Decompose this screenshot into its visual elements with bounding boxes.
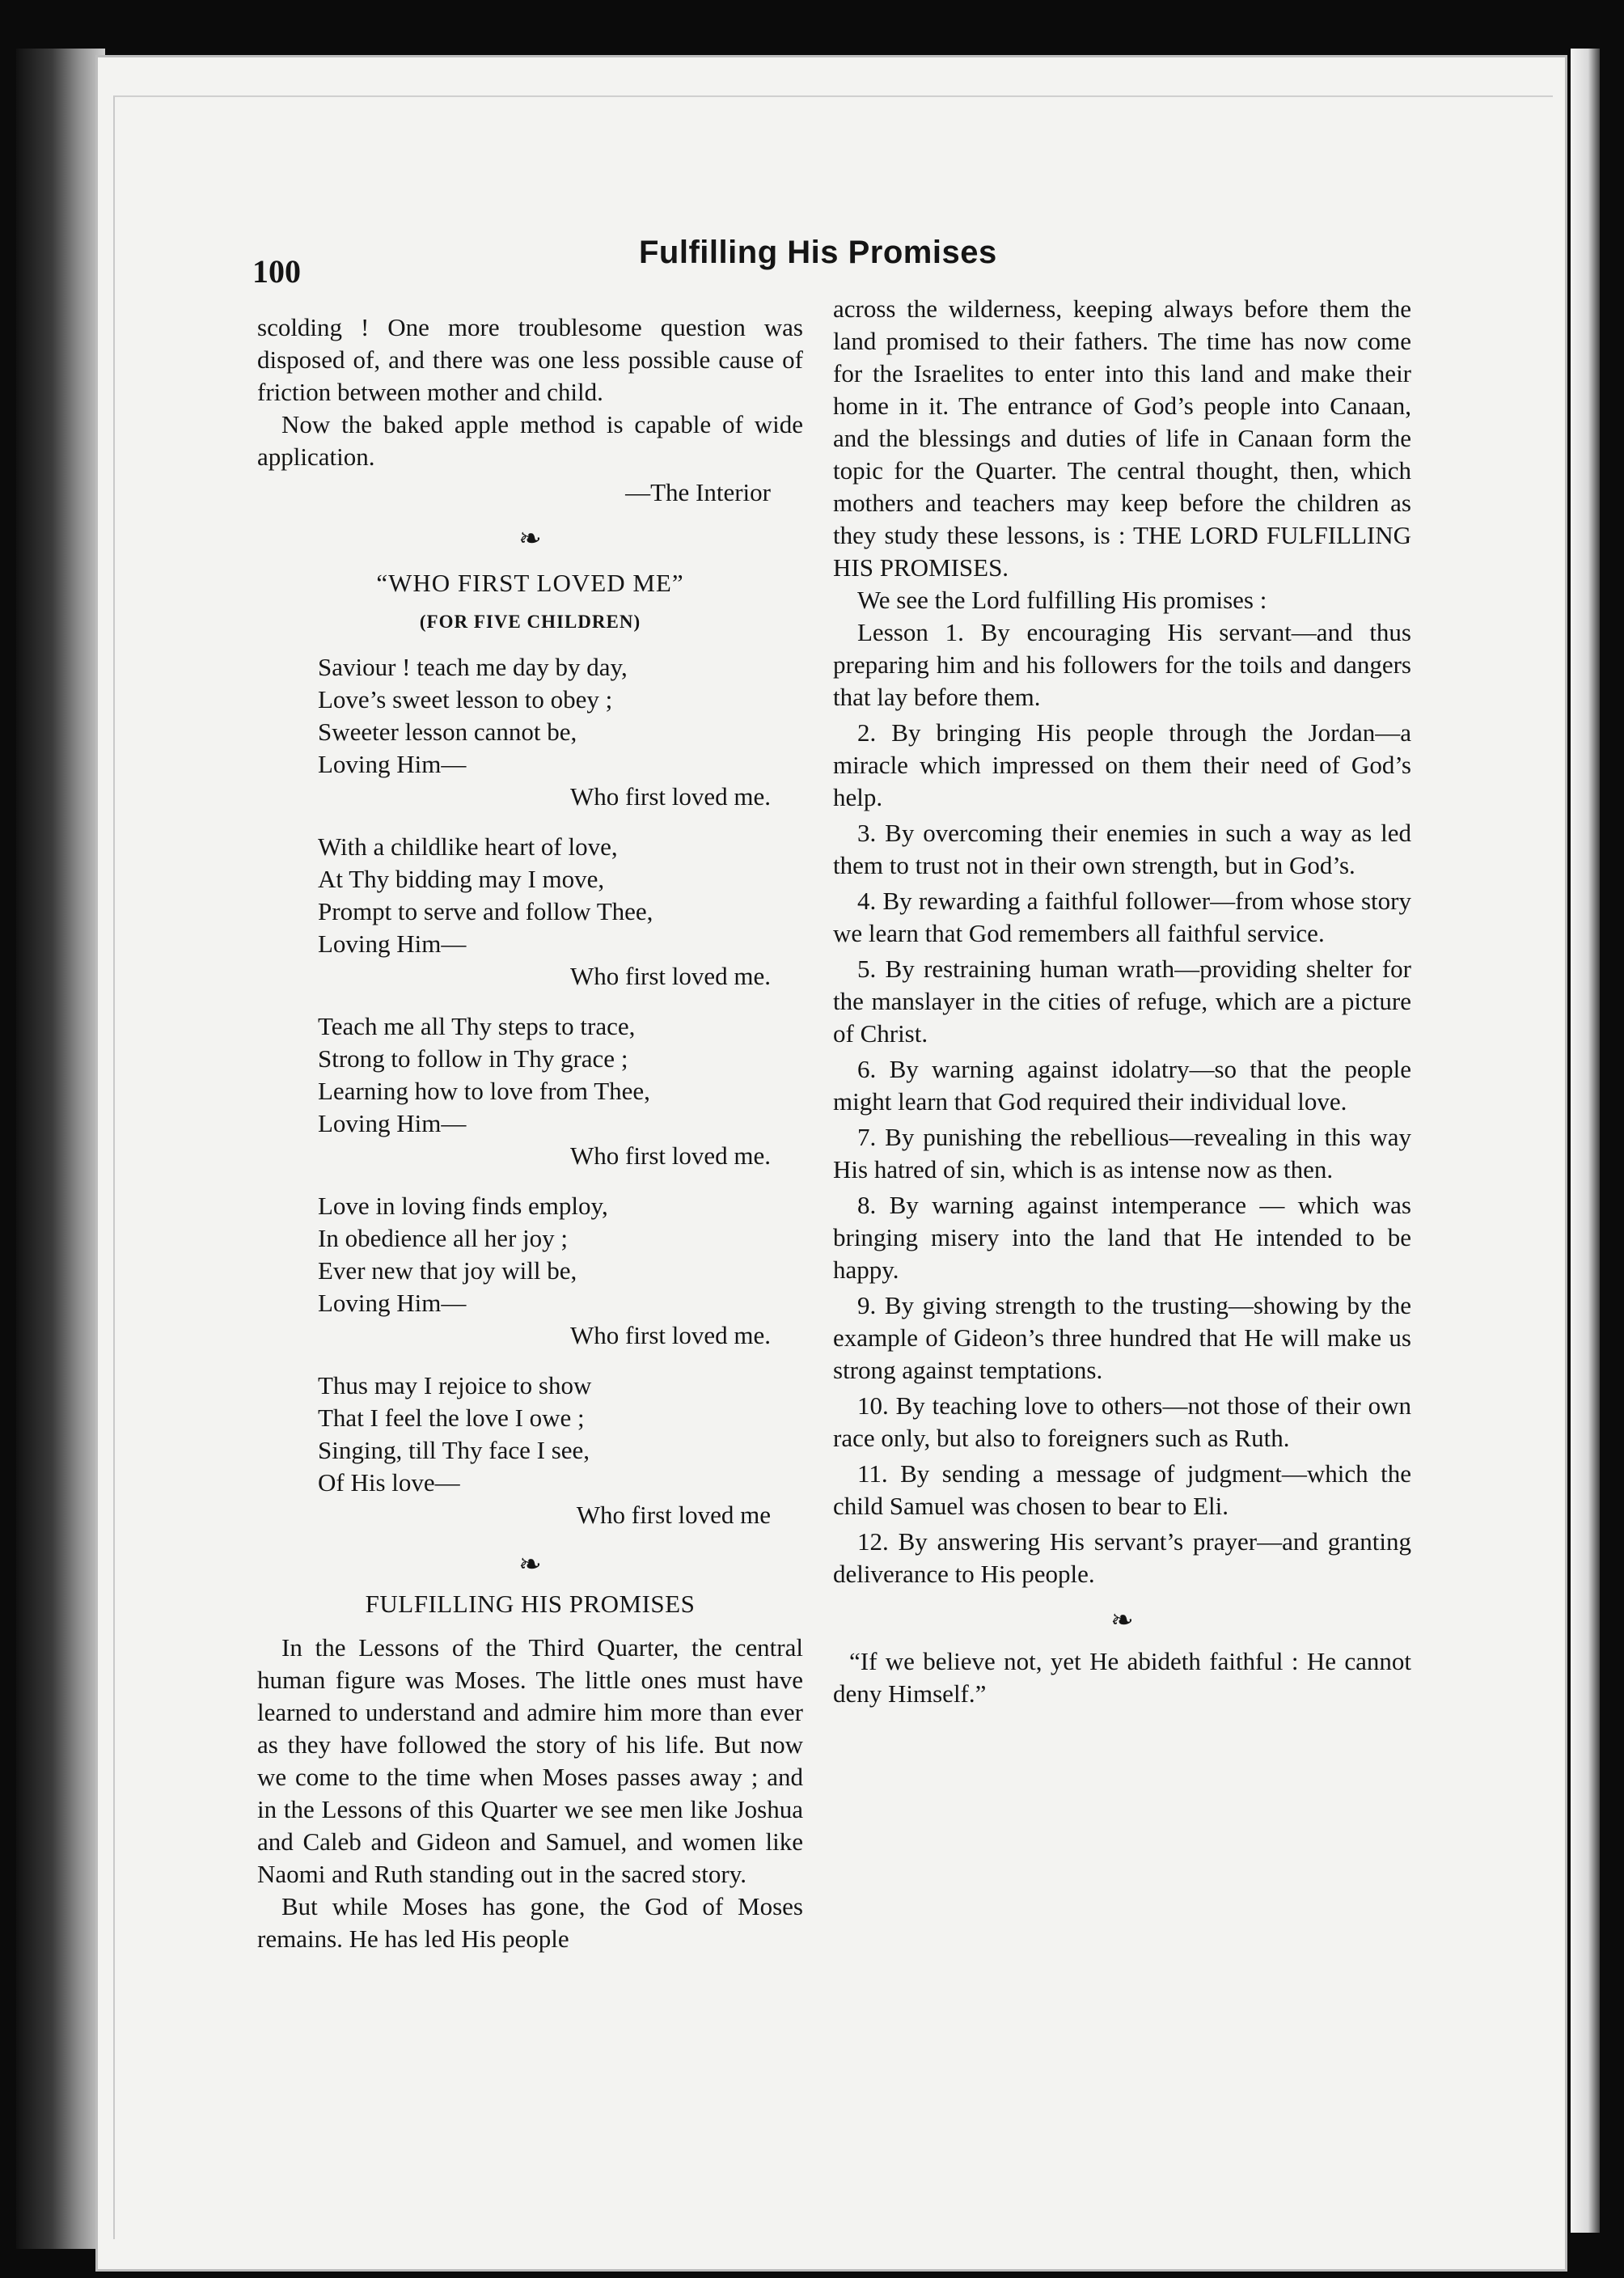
lesson-item: 9. By giving strength to the trusting—showing by the example of Gideon’s three hundred that He will make us strong against temptations. bbox=[833, 1291, 1411, 1384]
lesson-item: 6. By warning against idolatry—so that the people might learn that God required their individual love. bbox=[833, 1055, 1411, 1116]
poem-line: Prompt to serve and follow Thee, bbox=[318, 897, 653, 925]
section-paragraph: But while Moses has gone, the God of Moses remains. He has led His people bbox=[257, 1892, 803, 1953]
poem-line: Loving Him— bbox=[318, 1289, 467, 1317]
poem-refrain: Who first loved me. bbox=[570, 782, 771, 811]
lesson-item: Lesson 1. By encouraging His servant—and thus preparing him and his followers for the toils and dangers that lay before them. bbox=[833, 618, 1411, 711]
poem-stanza bbox=[257, 1190, 803, 1352]
section-paragraph: In the Lessons of the Third Quarter, the central human figure was Moses. The little ones must have learned to understand and admire him more than ever as they have followed the story of his life. But now we come to the time when Moses passes away ; and in the Lessons of this Quarter we see men like Joshua and Caleb and Gideon and Samuel, and women like Naomi and Ruth standing out in the sacred story. bbox=[257, 1633, 803, 1888]
opening-paragraph: scolding ! One more troublesome question was disposed of, and there was one less possible cause of friction between mother and child. bbox=[257, 313, 803, 406]
poem-line: Loving Him— bbox=[318, 750, 467, 778]
poem-line: Strong to follow in Thy grace ; bbox=[318, 1044, 628, 1073]
intro-line: We see the Lord fulfilling His promises : bbox=[857, 586, 1267, 614]
poem-stanza bbox=[257, 1010, 803, 1172]
ornament-icon: ❧ bbox=[1110, 1606, 1134, 1636]
right-column bbox=[833, 293, 1411, 1710]
poem-line: Ever new that joy will be, bbox=[318, 1256, 577, 1285]
poem-refrain: Who first loved me. bbox=[570, 1321, 771, 1349]
poem-line: Of His love— bbox=[318, 1468, 460, 1497]
poem-refrain: Who first loved me. bbox=[570, 1141, 771, 1170]
section-title: FULFILLING HIS PROMISES bbox=[365, 1590, 696, 1618]
running-title: Fulfilling His Promises bbox=[639, 235, 997, 270]
page-number: 100 bbox=[252, 253, 301, 290]
continuation-paragraph: across the wilderness, keeping always before them the land promised to their fathers. The time has now come for the Israelites to enter into this land and make their home in it. The entrance of God’s people into Canaan, and the blessings and duties of life in Canaan form the topic for the Quarter. The central thought, then, which mothers and teachers may keep before the children as they study these lessons, is : THE LORD FULFILLING HIS PROMISES. bbox=[833, 294, 1411, 582]
poem-refrain: Who first loved me bbox=[576, 1501, 771, 1529]
poem-stanza bbox=[257, 651, 803, 813]
lesson-item: 7. By punishing the rebellious—revealing in this way His hatred of sin, which is as intense now as then. bbox=[833, 1123, 1411, 1183]
poem-stanza bbox=[257, 1370, 803, 1531]
poem-line: Loving Him— bbox=[318, 1109, 467, 1137]
poem-line: Saviour ! teach me day by day, bbox=[318, 653, 628, 681]
lesson-item: 4. By rewarding a faithful follower—from whose story we learn that God remembers all faithful service. bbox=[833, 887, 1411, 947]
poem-line: In obedience all her joy ; bbox=[318, 1224, 569, 1252]
attribution: —The Interior bbox=[625, 478, 771, 506]
ornament-icon: ❧ bbox=[518, 1550, 542, 1580]
poem-line: Sweeter lesson cannot be, bbox=[318, 718, 577, 746]
lesson-item: 5. By restraining human wrath—providing shelter for the manslayer in the cities of refuge, which are a picture of Christ. bbox=[833, 955, 1411, 1048]
facing-page-edge bbox=[1567, 0, 1624, 2278]
closing-quote: “If we believe not, yet He abideth faithful : He cannot deny Himself.” bbox=[833, 1647, 1411, 1708]
page-header bbox=[0, 235, 1624, 290]
poem-subtitle: (FOR FIVE CHILDREN) bbox=[419, 612, 641, 632]
poem-line: Love’s sweet lesson to obey ; bbox=[318, 685, 613, 713]
poem-stanza bbox=[257, 831, 803, 993]
poem-refrain: Who first loved me. bbox=[570, 962, 771, 990]
lesson-item: 3. By overcoming their enemies in such a way as led them to trust not in their own strength, but in God’s. bbox=[833, 819, 1411, 879]
lesson-item: 12. By answering His servant’s prayer—and granting deliverance to His people. bbox=[833, 1527, 1411, 1588]
poem-line: At Thy bidding may I move, bbox=[318, 865, 605, 893]
poem-line: Learning how to love from Thee, bbox=[318, 1077, 650, 1105]
poem-line: Singing, till Thy face I see, bbox=[318, 1436, 590, 1464]
poem-line: With a childlike heart of love, bbox=[318, 832, 618, 861]
poem-line: Loving Him— bbox=[318, 929, 467, 958]
poem-line: Thus may I rejoice to show bbox=[318, 1371, 592, 1399]
lesson-item: 8. By warning against intemperance — which was bringing misery into the land that He intended to be happy. bbox=[833, 1191, 1411, 1284]
baked-apple-paragraph: Now the baked apple method is capable of wide application. bbox=[257, 410, 803, 471]
poem-line: Teach me all Thy steps to trace, bbox=[318, 1012, 636, 1040]
poem-title: “WHO FIRST LOVED ME” bbox=[376, 569, 684, 597]
ornament-icon: ❧ bbox=[518, 524, 542, 554]
left-column bbox=[257, 311, 803, 1955]
poem-line: Love in loving finds employ, bbox=[318, 1192, 608, 1220]
lesson-item: 2. By bringing His people through the Jordan—a miracle which impressed on them their need of God’s help. bbox=[833, 718, 1411, 811]
poem-line: That I feel the love I owe ; bbox=[318, 1404, 585, 1432]
book-edge bbox=[16, 49, 105, 2249]
lesson-item: 11. By sending a message of judgment—which the child Samuel was chosen to bear to Eli. bbox=[833, 1459, 1411, 1520]
lesson-item: 10. By teaching love to others—not those of their own race only, but also to foreigners such as Ruth. bbox=[833, 1391, 1411, 1452]
